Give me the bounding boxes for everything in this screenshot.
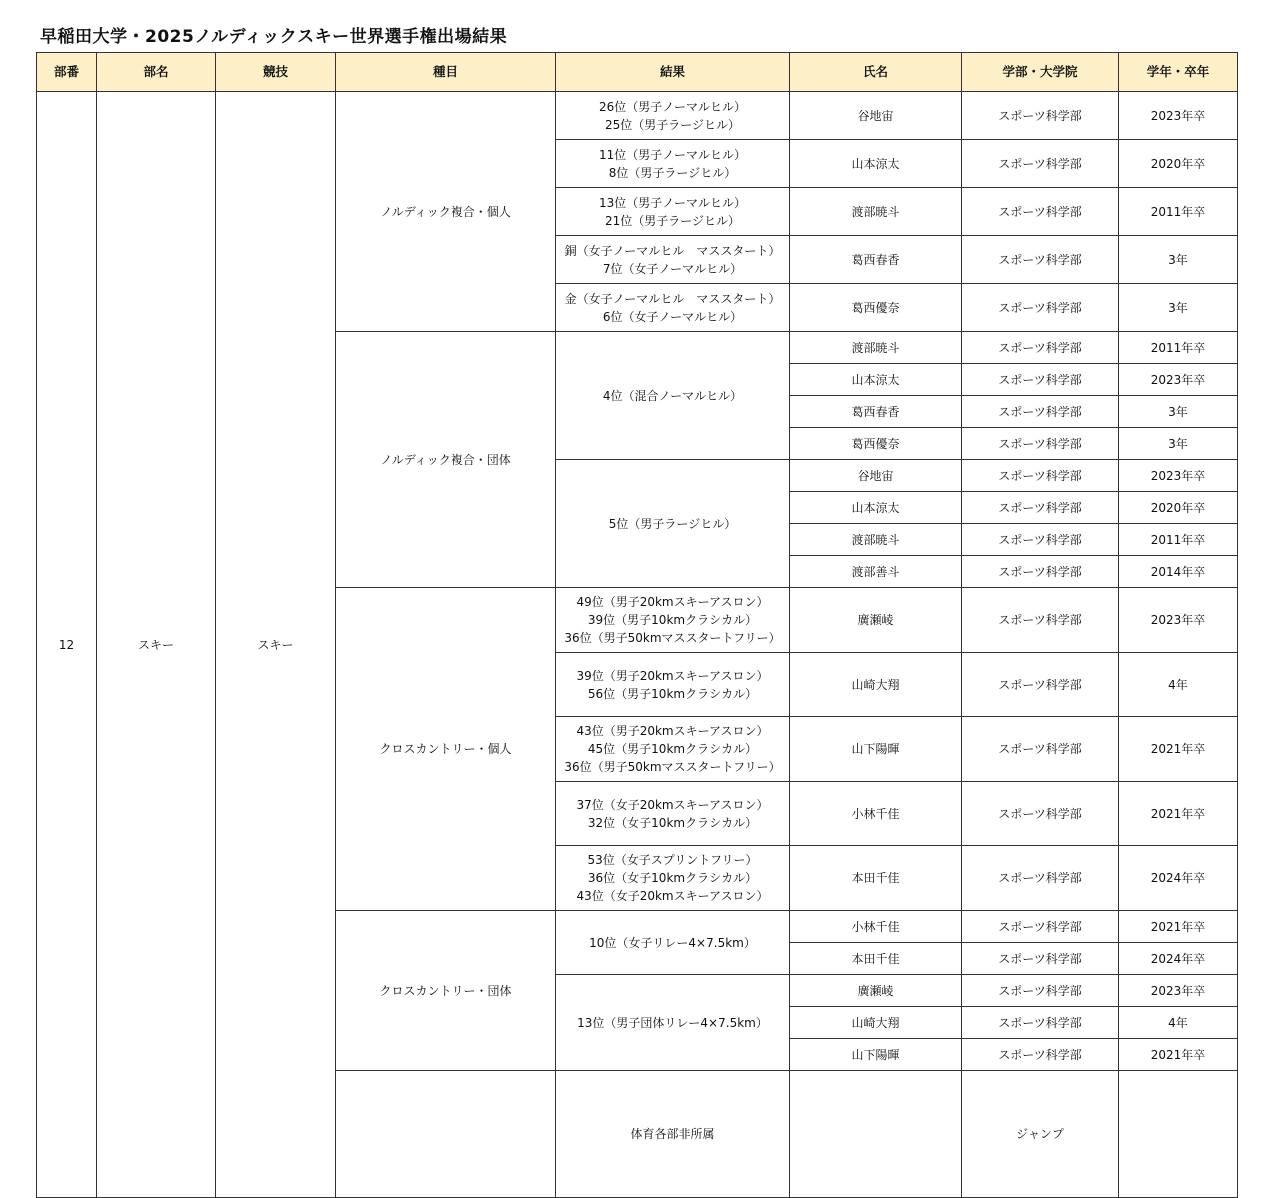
faculty-cell: スポーツ科学部 bbox=[962, 1007, 1119, 1039]
result-cell bbox=[556, 140, 790, 188]
athlete-name-cell: 山下陽暉 bbox=[790, 1039, 962, 1071]
result-line: 11位（男子ノーマルヒル） bbox=[599, 147, 746, 162]
club-name-cell: 体育各部非所属 bbox=[556, 1071, 790, 1198]
athlete-name-cell: 渡部暁斗 bbox=[790, 332, 962, 364]
athlete-name-cell: 葛西春香 bbox=[790, 236, 962, 284]
year-cell: 2021年卒 bbox=[1119, 911, 1238, 943]
result-line: 8位（男子ラージヒル） bbox=[608, 165, 737, 180]
faculty-cell: スポーツ科学部 bbox=[962, 588, 1119, 653]
athlete-name-cell: 廣瀬崚 bbox=[790, 588, 962, 653]
faculty-cell: スポーツ科学部 bbox=[962, 236, 1119, 284]
faculty-cell: スポーツ科学部 bbox=[962, 396, 1119, 428]
year-cell: 2023年卒 bbox=[1119, 364, 1238, 396]
result-cell bbox=[556, 284, 790, 332]
result-line: 7位（女子ノーマルヒル） bbox=[602, 261, 743, 276]
result-line: 6位（女子ノーマルヒル） bbox=[602, 309, 743, 324]
result-cell bbox=[556, 92, 790, 140]
header-event: 種目 bbox=[336, 53, 556, 92]
faculty-cell: スポーツ科学部 bbox=[962, 911, 1119, 943]
result-cell: 13位（男子団体リレー4×7.5km） bbox=[556, 975, 790, 1071]
year-cell: 2011年卒 bbox=[1119, 332, 1238, 364]
club-number-cell: 12 bbox=[37, 92, 97, 1198]
header-athlete-name: 氏名 bbox=[790, 53, 962, 92]
athlete-name-cell: 葛西優奈 bbox=[790, 284, 962, 332]
result-line: 43位（男子20kmスキーアスロン） bbox=[576, 724, 769, 738]
faculty-cell: スポーツ科学部 bbox=[962, 188, 1119, 236]
results-table bbox=[36, 52, 1238, 1198]
athlete-name-cell: 小林千佳 bbox=[790, 782, 962, 846]
result-cell bbox=[1119, 1071, 1238, 1198]
result-line: 金（女子ノーマルヒル マススタート） bbox=[564, 291, 781, 306]
result-line: 53位（女子スプリントフリー） bbox=[587, 853, 758, 867]
faculty-cell: スポーツ科学部 bbox=[962, 943, 1119, 975]
athlete-name-cell: 山本涼太 bbox=[790, 364, 962, 396]
faculty-cell: スポーツ科学部 bbox=[962, 332, 1119, 364]
athlete-name-cell: 渡部善斗 bbox=[790, 556, 962, 588]
year-cell: 2014年卒 bbox=[1119, 556, 1238, 588]
result-line: 銅（女子ノーマルヒル マススタート） bbox=[564, 243, 781, 258]
header-row bbox=[37, 53, 1238, 92]
year-cell: 2021年卒 bbox=[1119, 717, 1238, 782]
sport-cell: スキー bbox=[216, 92, 336, 1198]
result-line: 32位（女子10kmクラシカル） bbox=[587, 815, 758, 830]
header-club-number: 部番 bbox=[37, 53, 97, 92]
result-line: 56位（男子10kmクラシカル） bbox=[587, 686, 758, 701]
faculty-cell: スポーツ科学部 bbox=[962, 364, 1119, 396]
faculty-cell: スポーツ科学部 bbox=[962, 428, 1119, 460]
athlete-name-cell: 谷地宙 bbox=[790, 460, 962, 492]
result-line: 21位（男子ラージヒル） bbox=[604, 213, 741, 228]
year-cell: 3年 bbox=[1119, 428, 1238, 460]
athlete-name-cell: 本田千佳 bbox=[790, 943, 962, 975]
athlete-name-cell: 廣瀬崚 bbox=[790, 975, 962, 1007]
club-name-cell: スキー bbox=[97, 92, 216, 1198]
athlete-name-cell: 本田千佳 bbox=[790, 846, 962, 911]
result-line: 49位（男子20kmスキーアスロン） bbox=[576, 595, 769, 609]
event-cell: ノルディック複合・団体 bbox=[336, 332, 556, 588]
athlete-name-cell: 山崎大翔 bbox=[790, 653, 962, 717]
year-cell: 2021年卒 bbox=[1119, 782, 1238, 846]
page-title: 早稲田大学・2025ノルディックスキー世界選手権出場結果 bbox=[40, 27, 508, 47]
result-line: 43位（女子20kmスキーアスロン） bbox=[576, 889, 769, 903]
athlete-name-cell: 渡部暁斗 bbox=[790, 524, 962, 556]
result-line: 39位（男子20kmスキーアスロン） bbox=[576, 668, 769, 683]
faculty-cell: スポーツ科学部 bbox=[962, 653, 1119, 717]
result-line: 36位（男子50kmマススタートフリー） bbox=[564, 760, 781, 774]
result-cell bbox=[556, 653, 790, 717]
year-cell: 2024年卒 bbox=[1119, 943, 1238, 975]
faculty-cell: スポーツ科学部 bbox=[962, 492, 1119, 524]
faculty-cell: スポーツ科学部 bbox=[962, 782, 1119, 846]
event-cell: クロスカントリー・個人 bbox=[336, 588, 556, 911]
faculty-cell: スポーツ科学部 bbox=[962, 846, 1119, 911]
table-row bbox=[37, 92, 1238, 140]
header-sport: 競技 bbox=[216, 53, 336, 92]
year-cell: 2023年卒 bbox=[1119, 975, 1238, 1007]
year-cell: 4年 bbox=[1119, 653, 1238, 717]
year-cell: 3年 bbox=[1119, 396, 1238, 428]
faculty-cell: スポーツ科学部 bbox=[962, 284, 1119, 332]
result-cell bbox=[556, 188, 790, 236]
athlete-name-cell: 山本涼太 bbox=[790, 140, 962, 188]
result-cell: 4位（混合ノーマルヒル） bbox=[556, 332, 790, 460]
result-cell: 5位（男子ラージヒル） bbox=[556, 460, 790, 588]
result-line: 26位（男子ノーマルヒル） bbox=[599, 99, 746, 114]
year-cell: 2011年卒 bbox=[1119, 524, 1238, 556]
club-number-cell bbox=[336, 1071, 556, 1198]
result-cell bbox=[556, 782, 790, 846]
result-line: 36位（女子10kmクラシカル） bbox=[587, 871, 758, 885]
result-cell bbox=[556, 717, 790, 782]
sport-cell bbox=[790, 1071, 962, 1198]
faculty-cell: スポーツ科学部 bbox=[962, 524, 1119, 556]
result-cell bbox=[556, 588, 790, 653]
year-cell: 4年 bbox=[1119, 1007, 1238, 1039]
result-line: 36位（男子50kmマススタートフリー） bbox=[564, 631, 781, 645]
year-cell: 2020年卒 bbox=[1119, 140, 1238, 188]
athlete-name-cell: 山崎大翔 bbox=[790, 1007, 962, 1039]
header-faculty: 学部・大学院 bbox=[962, 53, 1119, 92]
year-cell: 2024年卒 bbox=[1119, 846, 1238, 911]
result-cell bbox=[556, 846, 790, 911]
faculty-cell: スポーツ科学部 bbox=[962, 717, 1119, 782]
result-cell: 10位（女子リレー4×7.5km） bbox=[556, 911, 790, 975]
year-cell: 3年 bbox=[1119, 284, 1238, 332]
athlete-name-cell: 渡部暁斗 bbox=[790, 188, 962, 236]
header-club-name: 部名 bbox=[97, 53, 216, 92]
event-cell: ジャンプ bbox=[962, 1071, 1119, 1198]
faculty-cell: スポーツ科学部 bbox=[962, 140, 1119, 188]
athlete-name-cell: 山下陽暉 bbox=[790, 717, 962, 782]
year-cell: 2011年卒 bbox=[1119, 188, 1238, 236]
athlete-name-cell: 小林千佳 bbox=[790, 911, 962, 943]
year-cell: 2020年卒 bbox=[1119, 492, 1238, 524]
result-line: 37位（女子20kmスキーアスロン） bbox=[576, 797, 769, 812]
header-result: 結果 bbox=[556, 53, 790, 92]
year-cell: 3年 bbox=[1119, 236, 1238, 284]
year-cell: 2023年卒 bbox=[1119, 460, 1238, 492]
result-line: 13位（男子ノーマルヒル） bbox=[599, 195, 746, 210]
result-line: 45位（男子10kmクラシカル） bbox=[587, 742, 758, 756]
result-line: 39位（男子10kmクラシカル） bbox=[587, 613, 758, 627]
year-cell: 2023年卒 bbox=[1119, 588, 1238, 653]
faculty-cell: スポーツ科学部 bbox=[962, 92, 1119, 140]
athlete-name-cell: 山本涼太 bbox=[790, 492, 962, 524]
athlete-name-cell: 葛西春香 bbox=[790, 396, 962, 428]
faculty-cell: スポーツ科学部 bbox=[962, 975, 1119, 1007]
faculty-cell: スポーツ科学部 bbox=[962, 1039, 1119, 1071]
athlete-name-cell: 葛西優奈 bbox=[790, 428, 962, 460]
event-cell: ノルディック複合・個人 bbox=[336, 92, 556, 332]
athlete-name-cell: 谷地宙 bbox=[790, 92, 962, 140]
year-cell: 2021年卒 bbox=[1119, 1039, 1238, 1071]
event-cell: クロスカントリー・団体 bbox=[336, 911, 556, 1071]
result-cell bbox=[556, 236, 790, 284]
faculty-cell: スポーツ科学部 bbox=[962, 460, 1119, 492]
year-cell: 2023年卒 bbox=[1119, 92, 1238, 140]
result-line: 25位（男子ラージヒル） bbox=[604, 117, 741, 132]
header-year: 学年・卒年 bbox=[1119, 53, 1238, 92]
faculty-cell: スポーツ科学部 bbox=[962, 556, 1119, 588]
